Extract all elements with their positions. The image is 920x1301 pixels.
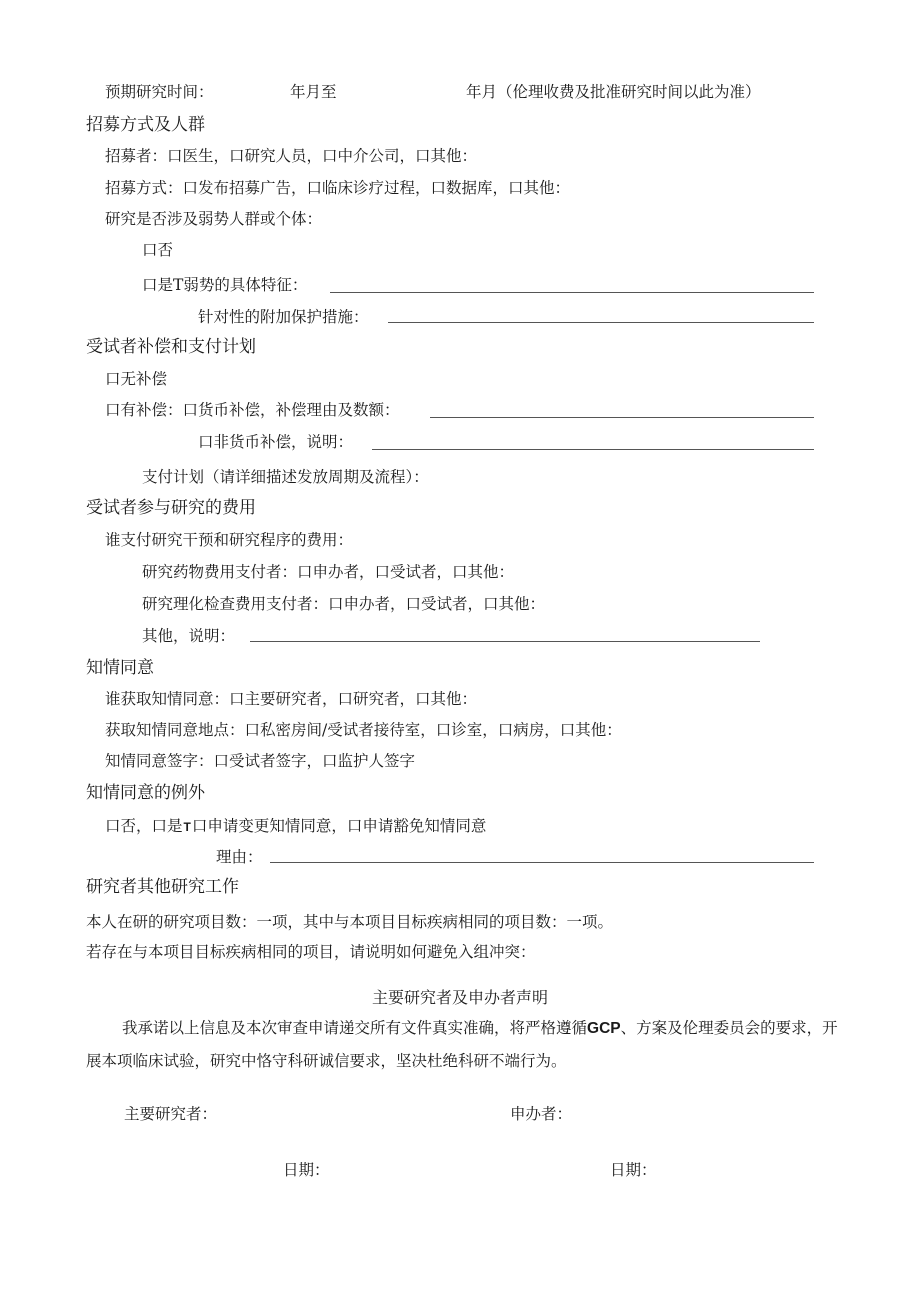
exception-reason-label: 理由： bbox=[216, 848, 263, 866]
declaration-body bbox=[86, 1012, 846, 1077]
payment-plan-label: 支付计划（请详细描述发放周期及流程）： bbox=[142, 468, 429, 486]
recruiter-options: 招募者：口医生，口研究人员，口中介公司，口其他： bbox=[105, 147, 478, 165]
period-from: 年月至 bbox=[290, 83, 337, 101]
costs-heading: 受试者参与研究的费用 bbox=[86, 498, 256, 518]
exception-yes-no[interactable]: 口否，口是 bbox=[105, 817, 183, 835]
period-to: 年月（伦理收费及批准研究时间以此为准） bbox=[466, 83, 761, 101]
arrow-icon: T bbox=[183, 820, 191, 834]
sponsor-signature-label: 申办者： bbox=[510, 1105, 573, 1123]
consent-heading: 知情同意 bbox=[86, 658, 154, 678]
period-label: 预期研究时间： bbox=[105, 83, 214, 101]
sponsor-date-label: 日期： bbox=[610, 1161, 657, 1179]
project-count-text: 本人在研的研究项目数：一项，其中与本项目目标疾病相同的项目数：一项。 bbox=[86, 913, 614, 931]
declaration-title: 主要研究者及申办者声明 bbox=[371, 988, 548, 1007]
drug-cost-options: 研究药物费用支付者：口申办者，口受试者，口其他： bbox=[142, 563, 515, 581]
monetary-compensation-option[interactable]: 口有补偿：口货币补偿，补偿理由及数额： bbox=[105, 401, 400, 419]
other-cost-label: 其他，说明： bbox=[142, 627, 236, 645]
compensation-heading: 受试者补偿和支付计划 bbox=[86, 337, 256, 357]
non-monetary-field[interactable] bbox=[372, 449, 814, 450]
who-pays-question: 谁支付研究干预和研究程序的费用： bbox=[105, 531, 354, 549]
other-work-heading: 研究者其他研究工作 bbox=[86, 877, 239, 897]
recruitment-heading: 招募方式及人群 bbox=[86, 115, 205, 135]
declaration-body-part2: 、方案及伦理委员会的要求，开展本项临床试验，研究中恪守科研诚信要求，坚决杜绝科研不端行为。 bbox=[86, 1019, 838, 1070]
exception-change-waive[interactable]: 口申请变更知情同意，口申请豁免知情同意 bbox=[191, 817, 487, 835]
gcp-text: GCP bbox=[587, 1020, 621, 1037]
exception-reason-field[interactable] bbox=[270, 862, 814, 863]
non-monetary-option[interactable]: 口非货币补偿，说明： bbox=[198, 433, 354, 451]
consent-place-options: 获取知情同意地点：口私密房间/受试者接待室，口诊室，口病房，口其他： bbox=[105, 721, 622, 739]
lab-cost-options: 研究理化检查费用支付者：口申办者，口受试者，口其他： bbox=[142, 595, 546, 613]
pi-signature-label: 主要研究者： bbox=[124, 1105, 218, 1123]
consent-exception-heading: 知情同意的例外 bbox=[86, 783, 205, 803]
consent-signature-options: 知情同意签字：口受试者签字，口监护人签字 bbox=[105, 752, 416, 770]
vulnerable-no-option[interactable]: 口否 bbox=[142, 241, 174, 259]
consent-who-options: 谁获取知情同意：口主要研究者，口研究者，口其他： bbox=[105, 690, 478, 708]
vulnerable-yes-option[interactable]: 口是T弱势的具体特征： bbox=[142, 276, 308, 294]
vulnerable-question: 研究是否涉及弱势人群或个体： bbox=[105, 210, 323, 228]
pi-date-label: 日期： bbox=[283, 1161, 330, 1179]
conflict-question: 若存在与本项目目标疾病相同的项目，请说明如何避免入组冲突： bbox=[86, 943, 536, 961]
consent-exception-options bbox=[105, 816, 486, 837]
declaration-body-part1: 我承诺以上信息及本次审查申请递交所有文件真实准确，将严格遵循 bbox=[122, 1019, 588, 1037]
other-cost-field[interactable] bbox=[250, 641, 760, 642]
vulnerable-features-field[interactable] bbox=[330, 292, 814, 293]
protection-field[interactable] bbox=[388, 322, 814, 323]
recruit-method-options: 招募方式：口发布招募广告，口临床诊疗过程，口数据库，口其他： bbox=[105, 179, 571, 197]
no-compensation-option[interactable]: 口无补偿 bbox=[105, 370, 168, 388]
monetary-reason-field[interactable] bbox=[430, 417, 814, 418]
protection-label: 针对性的附加保护措施： bbox=[198, 308, 369, 326]
